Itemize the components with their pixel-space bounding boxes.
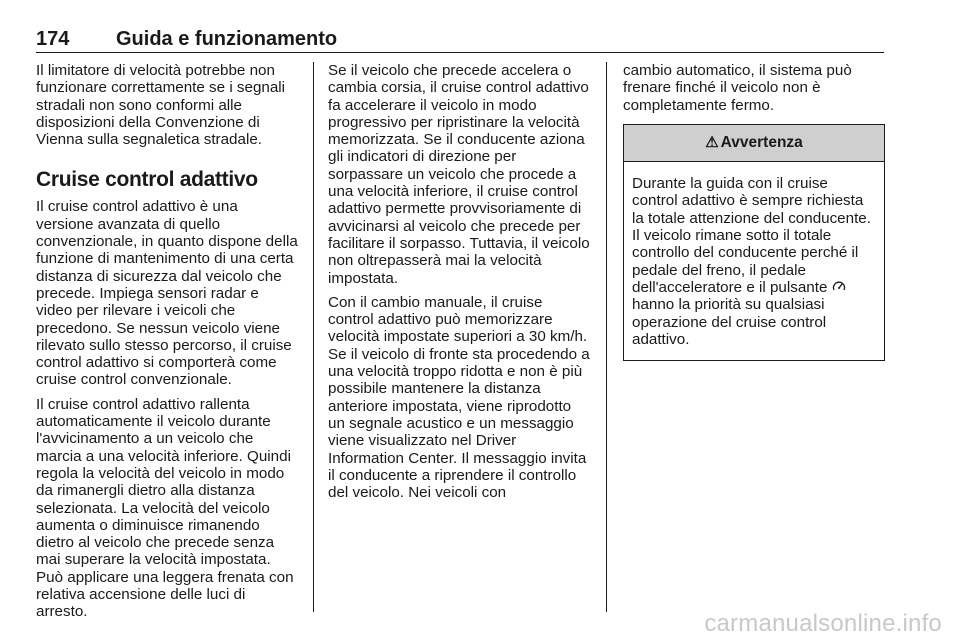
warning-title: Avvertenza: [720, 133, 803, 151]
paragraph: Con il cambio manuale, il cruise control adattivo può memorizzare velocità impostate superiori a 30 km/h. Se il veicolo di fronte sta procedendo a una velocità troppo ridotta e non è più possibile mantenere la distanza anteriore impostata, viene riprodotto un segnale acustico e un messaggio viene visualizzato nel Driver Information Center. Il messaggio invita il conducente a riprendere il controllo del veicolo. Nei veicoli con: [328, 293, 590, 502]
section-heading: Cruise control adattivo: [36, 168, 258, 192]
paragraph: Il cruise control adattivo è una versione avanzata di quello convenzionale, in quanto dispone della funzione di mantenimento di una certa distanza di sicurezza dal veicolo che precede. Impiega sensori radar e video per rilevare i veicoli che precedono. Se nessun veicolo viene rilevato sullo stesso percorso, il cruise control adattivo si comporterà come cruise control convenzionale.: [36, 198, 298, 389]
paragraph: Il limitatore di velocità potrebbe non funzionare correttamente se i segnali stradali non sono conformi alle disposizioni della Convenzione di Vienna sulla segnaletica stradale.: [36, 62, 286, 149]
chapter-title: Guida e funzionamento: [116, 28, 338, 50]
warning-box: [623, 124, 885, 361]
text-column-3: [623, 62, 885, 361]
page-number: 174: [36, 28, 70, 50]
paragraph: Il cruise control adattivo rallenta automaticamente il veicolo durante l'avvicinamento a un veicolo che marcia a una velocità inferiore. Quindi regola la velocità del veicolo in modo da rimanergli dietro alla distanza selezionata. La velocità del veicolo aumenta o diminuisce rimanendo dietro al veicolo che precede senza mai superare la velocità impostata. Può applicare una leggera frenata con relativa accensione delle luci di arresto.: [36, 395, 294, 621]
paragraph: Se il veicolo che precede accelera o cambia corsia, il cruise control adattivo fa accelerare il veicolo in modo progressivo per ripristinare la velocità memorizzata. Se il conducente aziona gli indicatori di direzione per sorpassare un veicolo che procede a una velocità inferiore, il cruise control adattivo permette provvisoriamente di avvicinarsi al veicolo che precede per facilitare il sorpasso. Tuttavia, il veicolo non oltrepasserà mai la velocità impostata.: [328, 62, 590, 287]
warning-body: [624, 162, 884, 360]
warning-header: [624, 125, 884, 162]
warning-text: Durante la guida con il cruise control adattivo è sempre richiesta la totale attenzione del conducente. Il veicolo rimane sotto il totale controllo del conducente perché il pedale del freno, il pedale dell'acceleratore e il pulsante: [632, 175, 871, 296]
warning-triangle-icon: ⚠: [705, 133, 719, 151]
cruise-control-icon: [832, 280, 846, 295]
text-column-2: [328, 62, 592, 508]
warning-text: hanno la priorità su qualsiasi operazione del cruise control adattivo.: [632, 296, 827, 348]
text-column-1: [36, 62, 298, 628]
paragraph: cambio automatico, il sistema può frenare finché il veicolo non è completamente fermo.: [623, 62, 852, 114]
column-divider: [606, 62, 607, 612]
column-divider: [313, 62, 314, 612]
page-header: [36, 28, 884, 53]
watermark: carmanualsonline.info: [704, 610, 942, 637]
